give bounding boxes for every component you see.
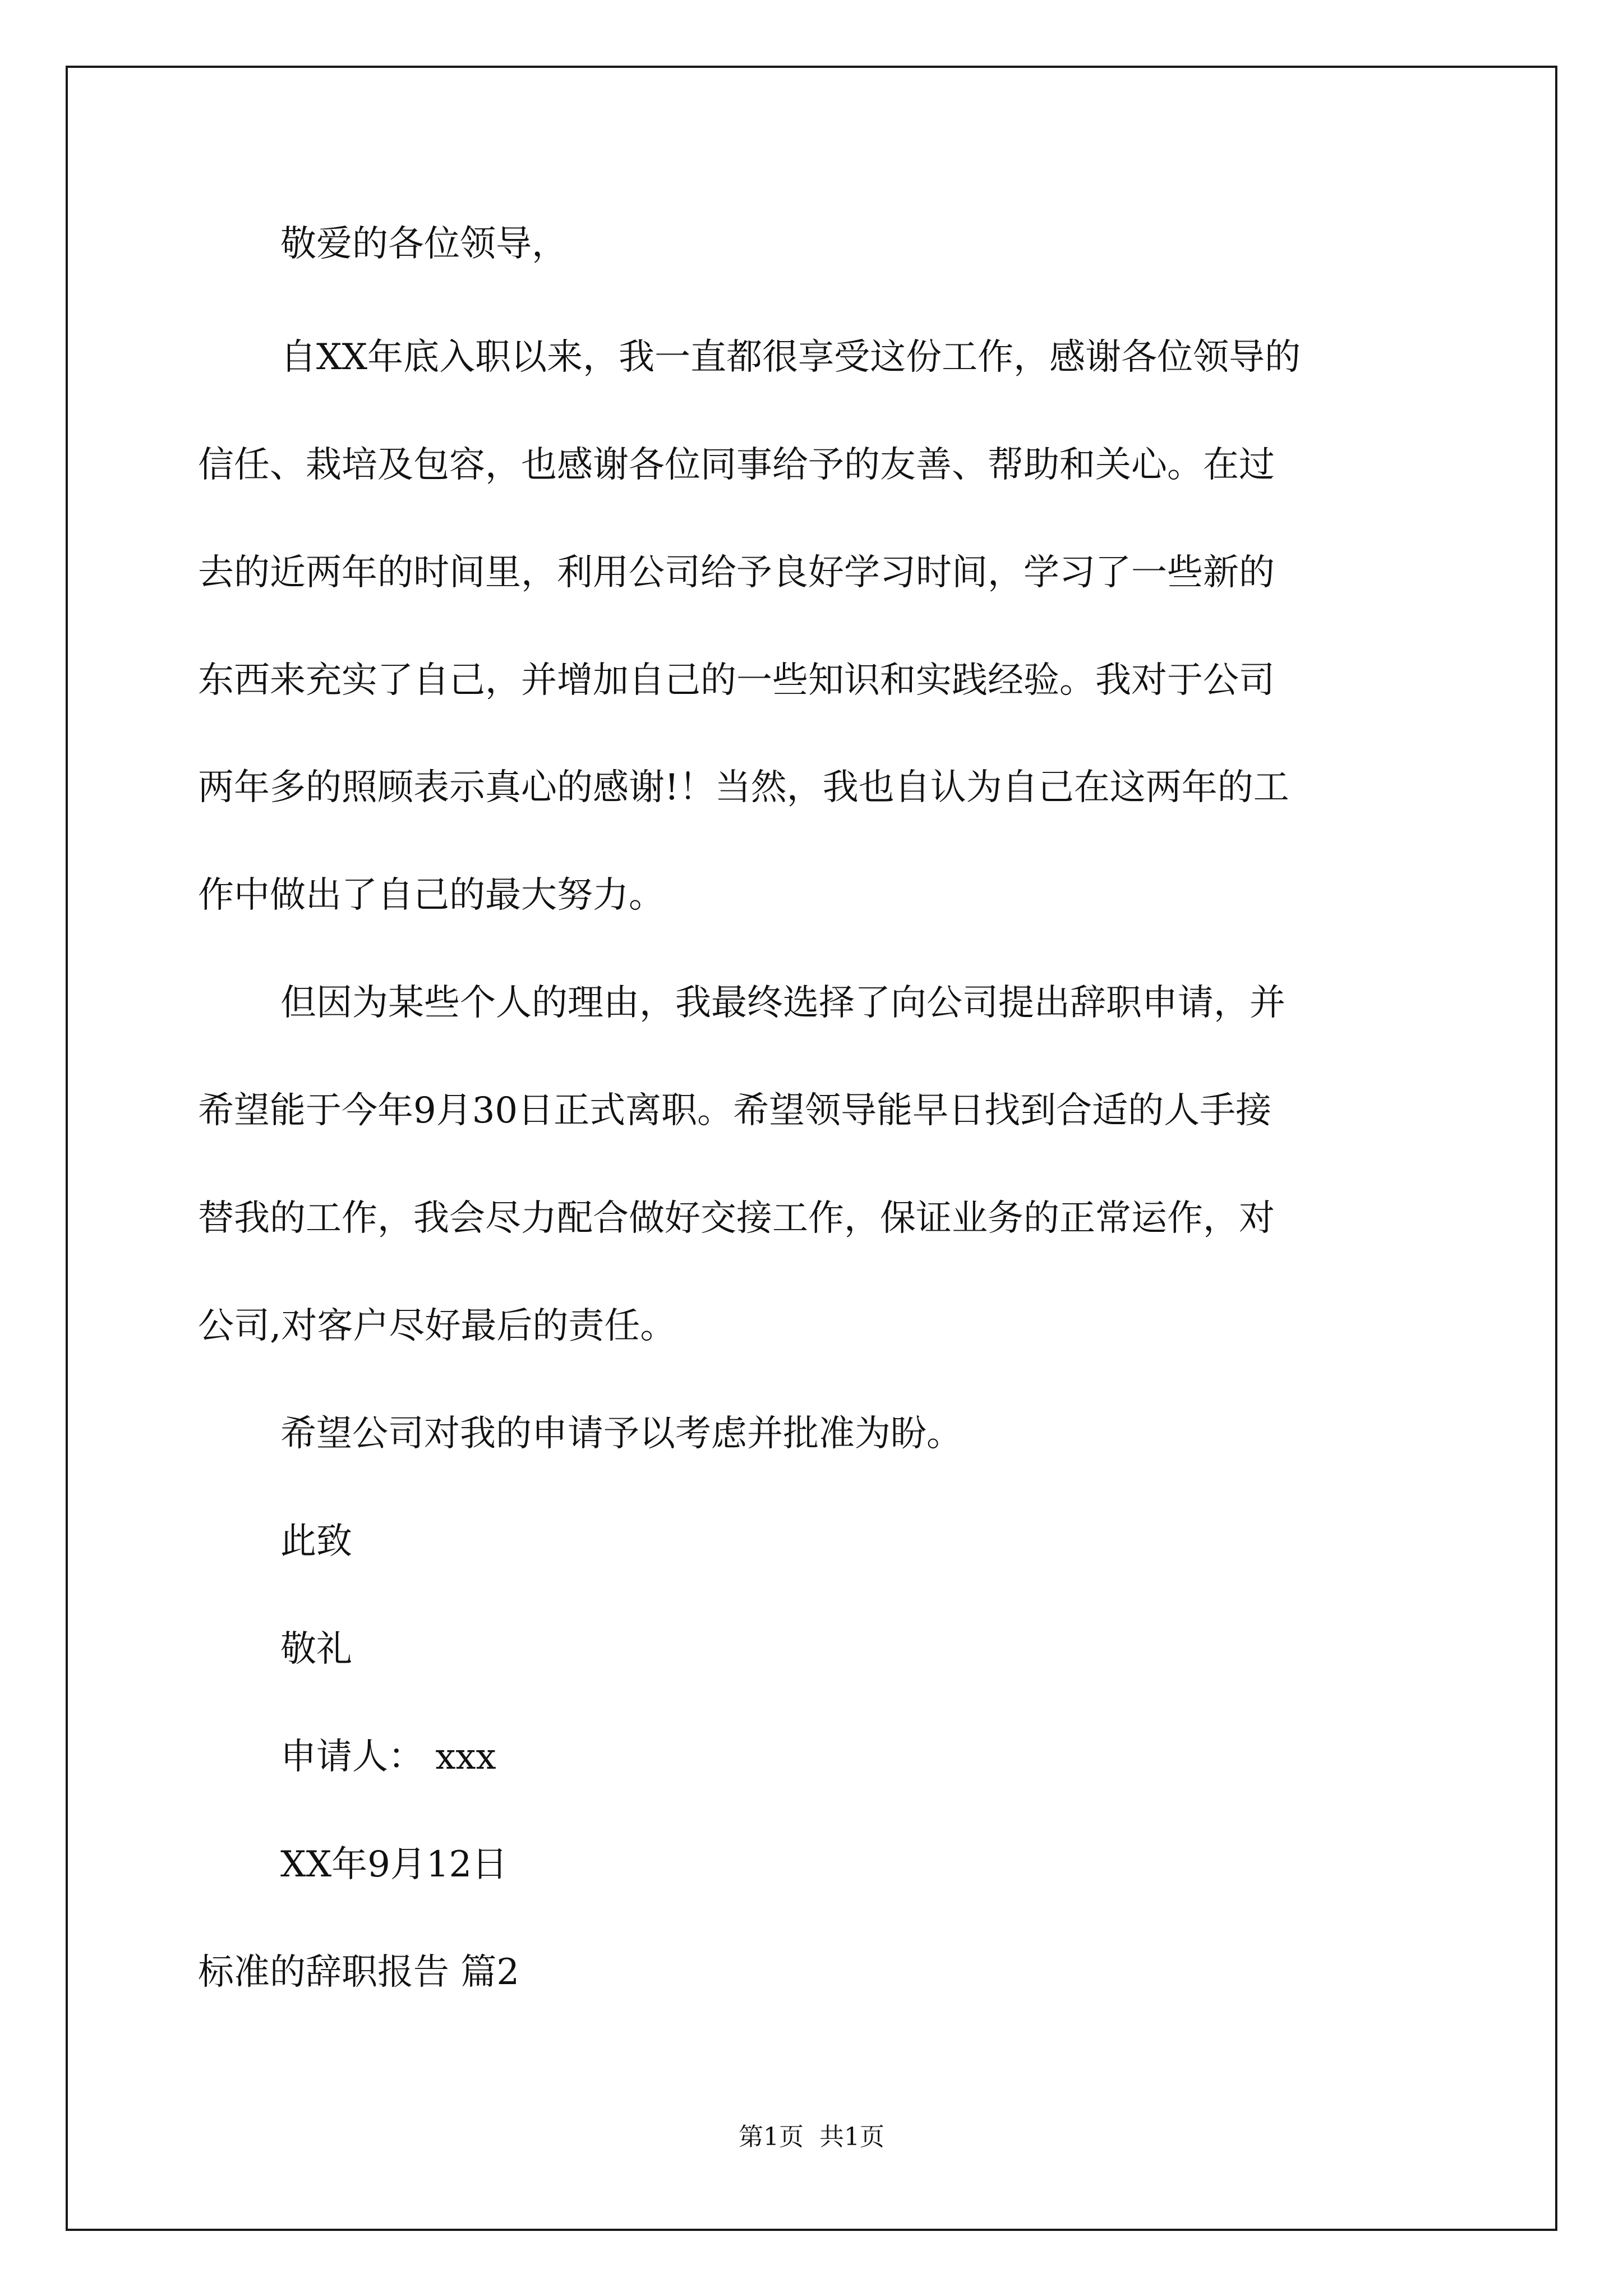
body-line-2: 信任、栽培及包容，也感谢各位同事给予的友善、帮助和关心。在过 [198, 444, 1275, 486]
body-line-4: 东西来充实了自己，并增加自己的一些知识和实践经验。我对于公司 [198, 660, 1275, 701]
page-footer [0, 2125, 1623, 2150]
applicant-line: 申请人： xxx [280, 1736, 496, 1778]
request-line: 希望公司对我的申请予以考虑并批准为盼。 [280, 1413, 962, 1455]
body-line-10: 公司,对客户尽好最后的责任。 [198, 1305, 676, 1347]
body-line-8: 希望能于今年9月30日正式离职。希望领导能早日找到合适的人手接 [198, 1090, 1272, 1131]
body-line-9: 替我的工作，我会尽力配合做好交接工作，保证业务的正常运作，对 [198, 1198, 1275, 1239]
page-border [66, 66, 1557, 2231]
body-line-6: 作中做出了自己的最大努力。 [198, 875, 665, 916]
section-heading: 标准的辞职报告 篇2 [198, 1952, 520, 1993]
page-number: 第1页 [739, 2123, 804, 2151]
body-line-7: 但因为某些个人的理由，我最终选择了向公司提出辞职申请，并 [280, 982, 1285, 1024]
closing-jingli: 敬礼 [280, 1628, 352, 1670]
salutation: 敬爱的各位领导， [280, 223, 568, 265]
body-line-1: 自XX年底入职以来，我一直都很享受这份工作，感谢各位领导的 [280, 337, 1301, 378]
date-line: XX年9月12日 [280, 1844, 508, 1885]
closing-cizhi: 此致 [280, 1521, 352, 1562]
body-line-5: 两年多的照顾表示真心的感谢!！当然，我也自认为自己在这两年的工 [198, 767, 1289, 808]
body-line-3: 去的近两年的时间里，利用公司给予良好学习时间，学习了一些新的 [198, 552, 1275, 593]
page-total: 共1页 [819, 2123, 884, 2151]
